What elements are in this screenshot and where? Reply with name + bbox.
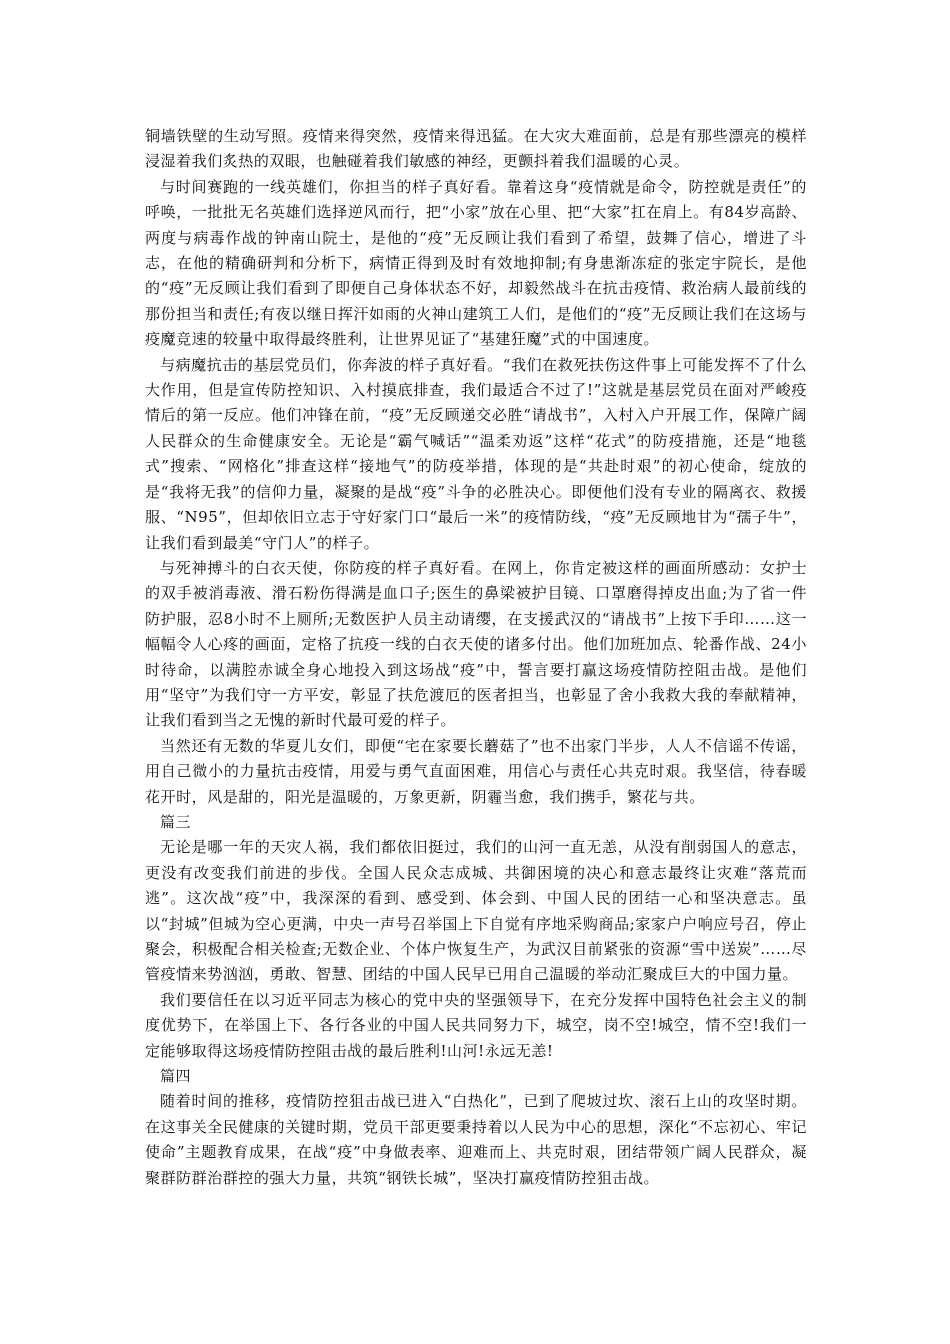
paragraph-confidence: 我们要信任在以习近平同志为核心的党中央的坚强领导下，在充分发挥中国特色社会主义的制度优势下，在举国上下、各行各业的中国人民共同努力下，城空，岗不空!城空，情不空!我们一定能够取得这场疫情防控阻击战的最后胜利!山河!永远无恙! bbox=[145, 990, 807, 1060]
section-heading-3: 篇三 bbox=[160, 812, 192, 831]
paragraph-medical-workers: 与死神搏斗的白衣天使，你防疫的样子真好看。在网上，你肯定被这样的画面所感动：女护士的双手被消毒液、滑石粉伤得满是血口子;医生的鼻梁被护目镜、口罩磨得掉皮出血;为了省一件防护服，忍8小时不上厕所;无数医护人员主动请缨，在支援武汉的“请战书”上按下手印……这一幅幅令人心疼的画面，定格了抗疫一线的白衣天使的诸多付出。他们加班加点、轮番作战、24小时待命，以满腔赤诚全身心地投入到这场战“疫”中，誓言要打赢这场疫情防控阻击战。是他们用“坚守”为我们守一方平安，彰显了扶危渡厄的医者担当，也彰显了舍小我救大我的奉献精神，让我们看到当之无愧的新时代最可爱的样子。 bbox=[145, 558, 807, 730]
paragraph-citizens: 当然还有无数的华夏儿女们，即便“宅在家要长蘑菇了”也不出家门半步，人人不信谣不传谣，用自己微小的力量抗击疫情，用爱与勇气直面困难，用信心与责任心共克时艰。我坚信，待春暖花开时，风是甜的，阳光是温暖的，万象更新，阴霾当愈，我们携手，繁花与共。 bbox=[145, 736, 807, 806]
paragraph-party-cadres: 随着时间的推移，疫情防控狙击战已进入“白热化”，已到了爬坡过坎、滚石上山的攻坚时期。在这事关全民健康的关键时期，党员干部更要秉持着以人民为中心的思想，深化“不忘初心、牢记使命”主题教育成果，在战“疫”中身做表率、迎难而上、共克时艰，团结带领广阔人民群众，凝聚群防群治群控的强大力量，共筑“钢铁长城”，坚决打赢疫情防控狙击战。 bbox=[145, 1092, 807, 1187]
paragraph-grassroots-members: 与病魔抗击的基层党员们，你奔波的样子真好看。“我们在救死扶伤这件事上可能发挥不了什么大作用，但是宣传防控知识、入村摸底排查，我们最适合不过了!”这就是基层党员在面对严峻疫情后的第一反应。他们冲锋在前，“疫”无反顾递交必胜“请战书”，入村入户开展工作，保障广阔人民群众的生命健康安全。无论是“霸气喊话”“温柔劝返”这样“花式”的防疫措施，还是“地毯式”搜索、“网格化”排查这样“接地气”的防疫举措，体现的是“共赴时艰”的初心使命，绽放的是“我将无我”的信仰力量，凝聚的是战“疫”斗争的必胜决心。即便他们没有专业的隔离衣、救援服、“N95”，但却依旧立志于守好家门口“最后一米”的疫情防线，“疫”无反顾地甘为“孺子牛”，让我们看到最美“守门人”的样子。 bbox=[145, 355, 807, 552]
paragraph-national-unity: 无论是哪一年的天灾人祸，我们都依旧挺过，我们的山河一直无恙，从没有削弱国人的意志，更没有改变我们前进的步伐。全国人民众志成城、共御困境的决心和意志最终让灾难“落荒而逃”。这次战“疫”中，我深深的看到、感受到、体会到、中国人民的团结一心和坚决意志。虽以“封城”但城为空心更满，中央一声号召举国上下自觉有序地采购商品;家家户户响应号召，停止聚会，积极配合相关检查;无数企业、个体户恢复生产，为武汉目前紧张的资源“雪中送炭”……尽管疫情来势汹汹，勇敢、智慧、团结的中国人民早已用自己温暖的举动汇聚成巨大的中国力量。 bbox=[145, 838, 807, 984]
paragraph-continuation: 铜墙铁壁的生动写照。疫情来得突然，疫情来得迅猛。在大灾大难面前，总是有那些漂亮的模样浸湿着我们炙热的双眼，也触碰着我们敏感的神经，更颤抖着我们温暖的心灵。 bbox=[145, 127, 807, 171]
document-body bbox=[145, 124, 807, 1191]
paragraph-frontline-heroes: 与时间赛跑的一线英雄们，你担当的样子真好看。靠着这身“疫情就是命令，防控就是责任”的呼唤，一批批无名英雄们选择逆风而行，把“小家”放在心里、把“大家”扛在肩上。有84岁高龄、两度与病毒作战的钟南山院士，是他的“疫”无反顾让我们看到了希望，鼓舞了信心，增进了斗志，在他的精确研判和分析下，病情正得到及时有效地抑制;有身患渐冻症的张定宇院长，是他的“疫”无反顾让我们看到了即便自己身体状态不好，却毅然战斗在抗击疫情、救治病人最前线的那份担当和责任;有夜以继日挥汗如雨的火神山建筑工人们，是他们的“疫”无反顾让我们在这场与疫魔竞速的较量中取得最终胜利，让世界见证了“基建狂魔”式的中国速度。 bbox=[145, 177, 807, 349]
section-heading-4: 篇四 bbox=[160, 1067, 192, 1086]
